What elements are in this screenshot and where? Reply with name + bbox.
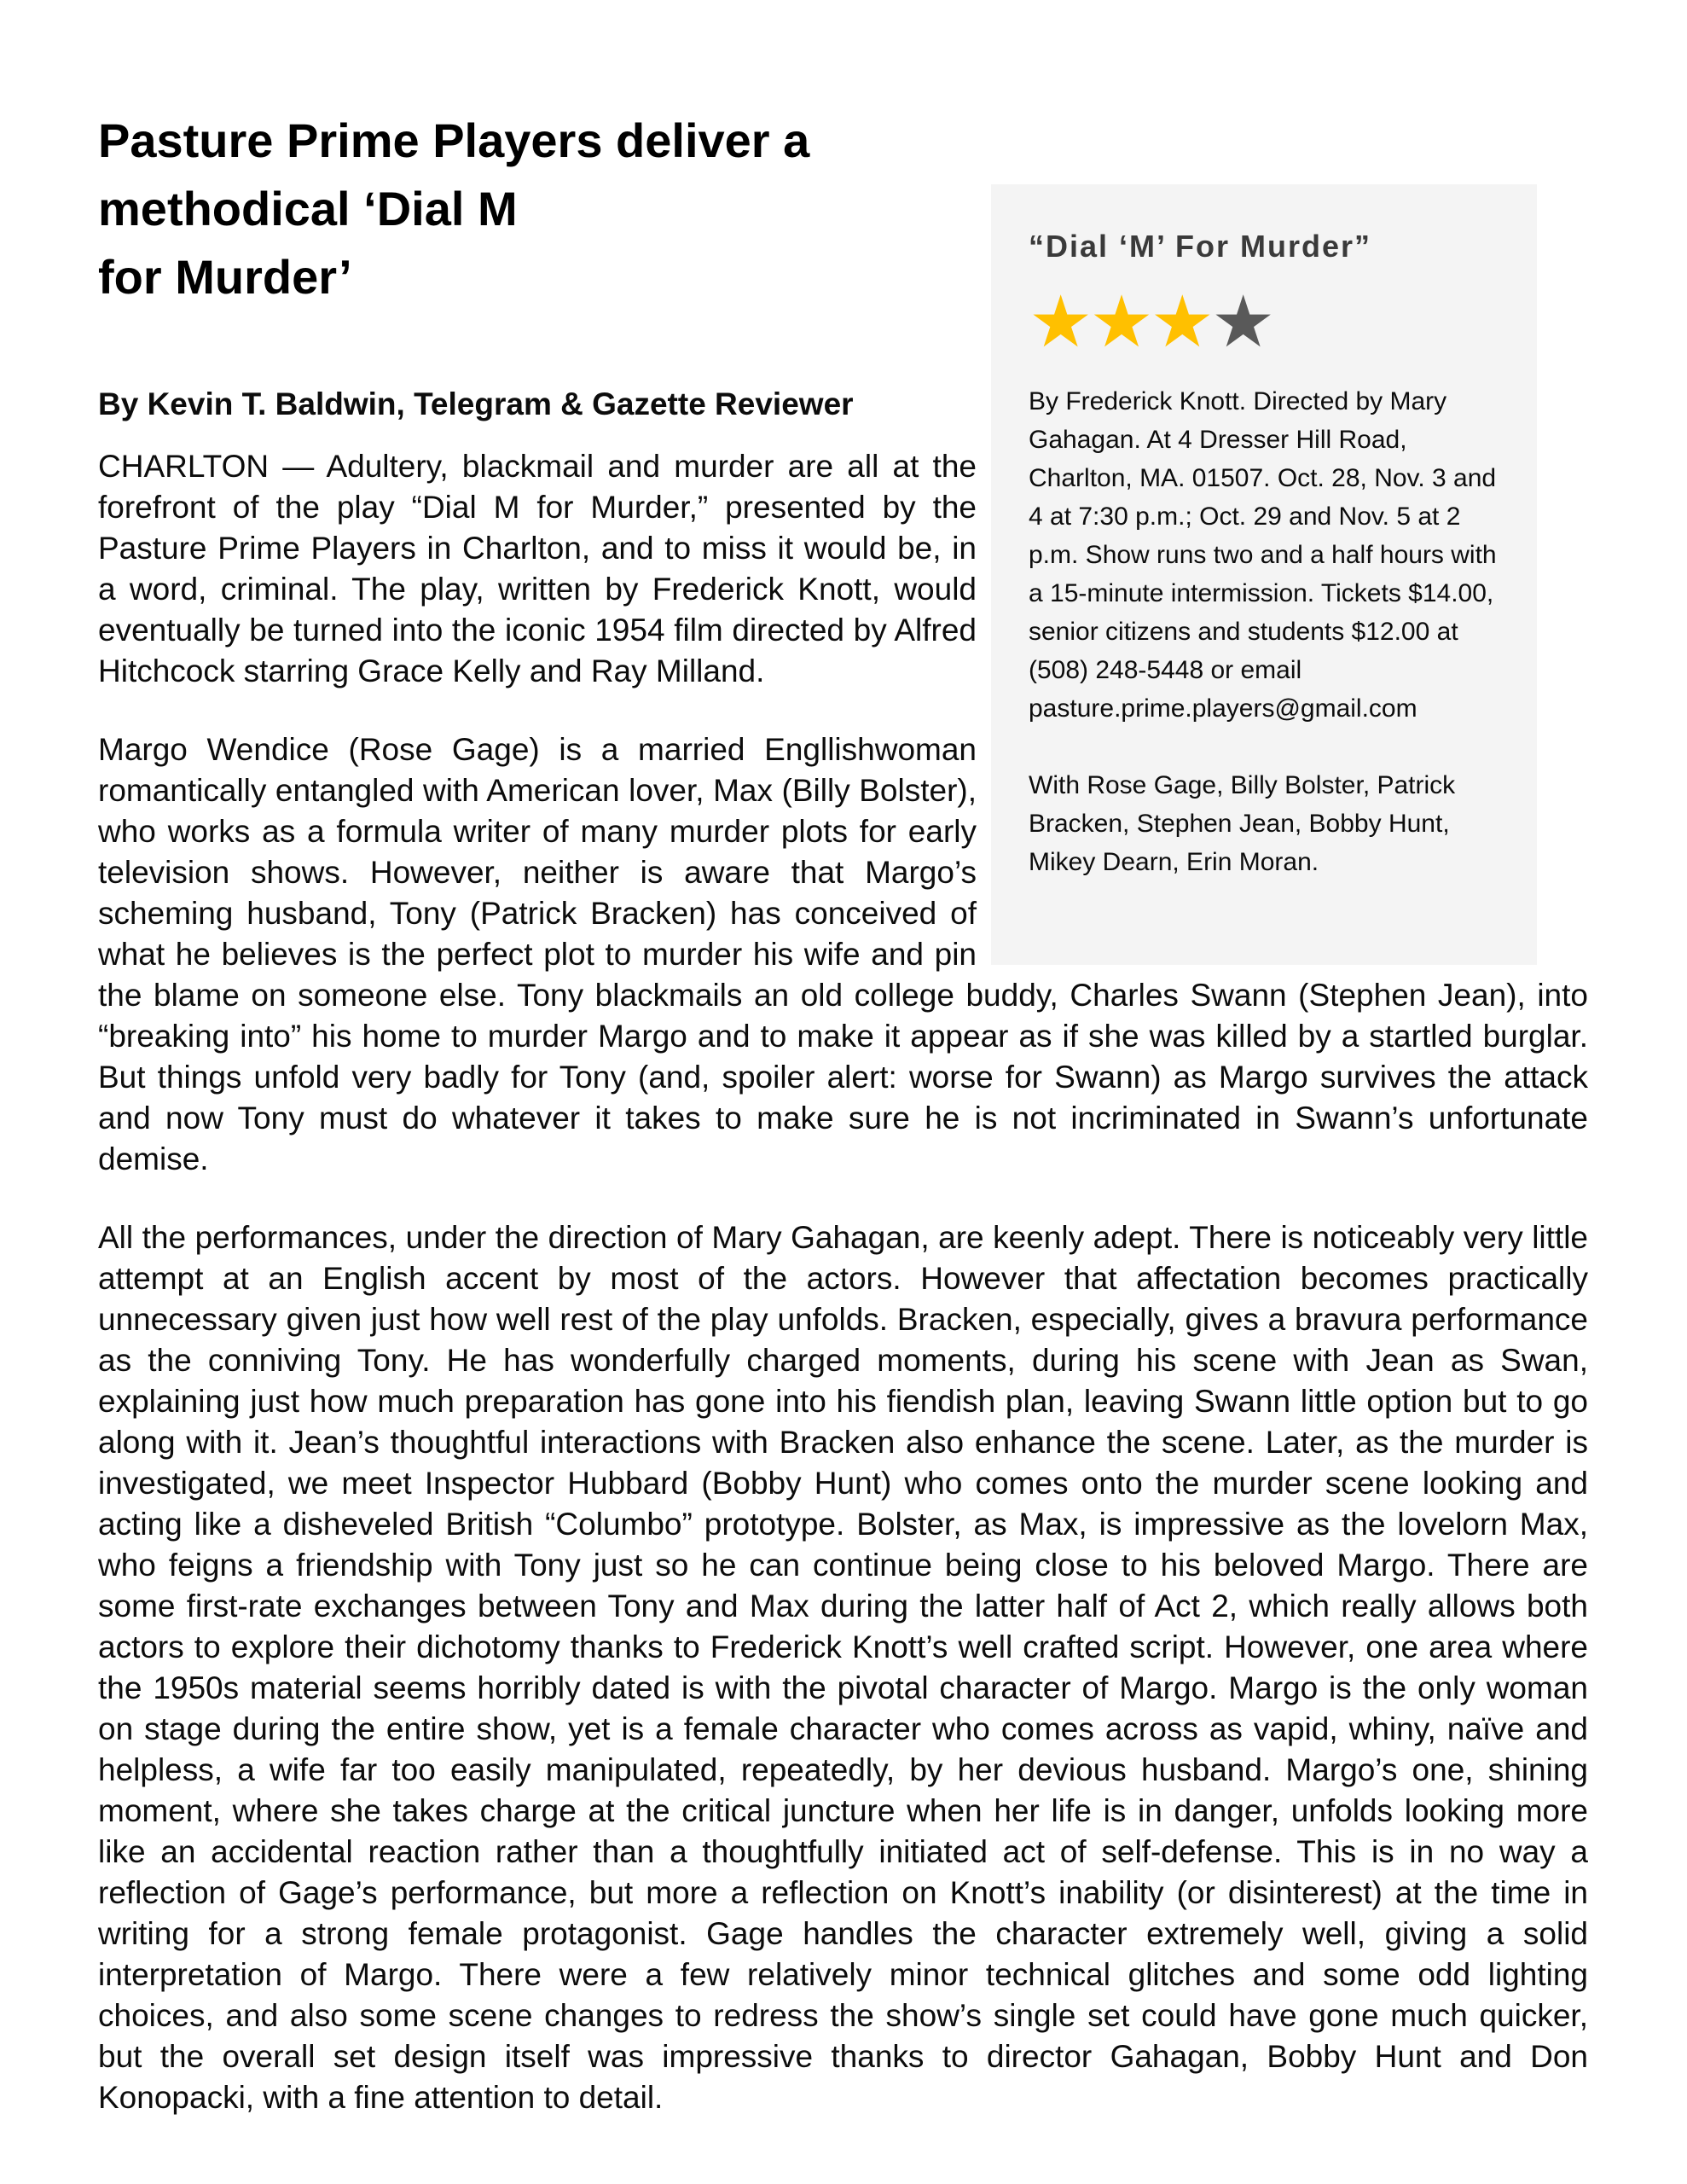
byline: By Kevin T. Baldwin, Telegram & Gazette Reviewer xyxy=(98,386,854,421)
review-box-cast: With Rose Gage, Billy Bolster, Patrick Bracken, Stephen Jean, Bobby Hunt, Mikey Dearn, Erin Moran. xyxy=(1029,771,1456,876)
star-filled-icon: ★ xyxy=(1029,280,1090,363)
review-box-details: By Frederick Knott. Directed by Mary Gahagan. At 4 Dresser Hill Road, Charlton, MA. 01507. Oct. 28, Nov. 3 and 4 at 7:30 p.m.; Oct. 29 and Nov. 5 at 2 p.m. Show runs two and a half hours with a 15-minute intermission. Tickets $14.00, senior citizens and students $12.00 at (508) 248-5448 or email pasture.prime.players@gmail.com xyxy=(1029,387,1497,723)
title-line-1: Pasture Prime Players deliver a methodical ‘Dial M xyxy=(98,113,810,235)
star-rating xyxy=(1029,280,1511,363)
star-filled-icon: ★ xyxy=(1089,280,1151,363)
article-paragraph-1: CHARLTON — Adultery, blackmail and murder are all at the forefront of the play “Dial M for Murder,” presented by the Pasture Prime Players in Charlton, and to miss it would be, in a word, criminal. The play, written by Frederick Knott, would eventually be turned into the iconic 1954 film directed by Alfred Hitchcock starring Grace Kelly and Ray Milland. xyxy=(98,449,977,688)
review-info-float xyxy=(977,184,1588,965)
article-paragraph-3: All the performances, under the direction of Mary Gahagan, are keenly adept. There is noticeably very little attempt at an English accent by most of the actors. However that affectation becomes practically unnecessary given just how well rest of the play unfolds. Bracken, especially, gives a bravura performance as the conniving Tony. He has wonderfully charged moments, during his scene with Jean as Swan, explaining just how much preparation has gone into his fiendish plan, leaving Swann little option but to go along with it. Jean’s thoughtful interactions with Bracken also enhance the scene. Later, as the murder is investigated, we meet Inspector Hubbard (Bobby Hunt) who comes onto the murder scene looking and acting like a disheveled British “Columbo” prototype. Bolster, as Max, is impressive as the lovelorn Max, who feigns a friendship with Tony just so he can continue being close to his beloved Margo. There are some first-rate exchanges between Tony and Max during the latter half of Act 2, which really allows both actors to explore their dichotomy thanks to Frederick Knott’s well crafted script. However, one area where the 1950s material seems horribly dated is with the pivotal character of Margo. Margo is the only woman on stage during the entire show, yet is a female character who comes across as vapid, whiny, naïve and helpless, a wife far too easily manipulated, repeatedly, by her devious husband. Margo’s one, shining moment, where she takes charge at the critical juncture when her life is in danger, unfolds looking more like an accidental reaction rather than a thoughtfully initiated act of self-defense. This is in no way a reflection of Gage’s performance, but more a reflection on Knott’s inability (or disinterest) at the time in writing for a strong female protagonist. Gage handles the character extremely well, giving a solid interpretation of Margo. There were a few relatively minor technical glitches and some odd lighting choices, and also some scene changes to redress the show’s single set could have gone much quicker, but the overall set design itself was impressive thanks to director Gahagan, Bobby Hunt and Don Konopacki, with a fine attention to detail. xyxy=(98,1220,1588,2115)
star-empty-icon: ★ xyxy=(1210,280,1272,363)
review-info-box xyxy=(991,184,1537,965)
title-line-2: for Murder’ xyxy=(98,250,352,304)
star-filled-icon: ★ xyxy=(1150,280,1211,363)
article-paragraph-2: Margo Wendice (Rose Gage) is a married Engllishwoman romantically entangled with American lover, Max (Billy Bolster), who works as a formula writer of many murder plots for early television shows. However, neither is aware that Margo’s scheming husband, Tony (Patrick Bracken) has conceived of what he believes is the perfect plot to murder his wife and pin the blame on someone else. Tony blackmails an old college buddy, Charles Swann (Stephen Jean), into “breaking into” his home to murder Margo and to make it appear as if she was killed by a startled burglar. But things unfold very badly for Tony (and, spoiler alert: worse for Swann) as Margo survives the attack and now Tony must do whatever it takes to make sure he is not incriminated in Swann’s unfortunate demise. xyxy=(98,732,1588,1176)
review-box-title: “Dial ‘M’ For Murder” xyxy=(1029,229,1372,264)
